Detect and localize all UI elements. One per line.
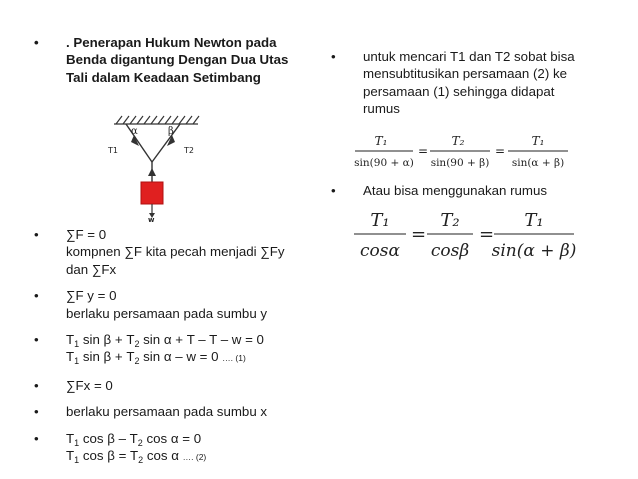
equals-sign: =	[495, 144, 506, 158]
formula-2	[338, 202, 578, 264]
equals-sign: =	[418, 144, 429, 158]
list-item	[331, 182, 631, 199]
ceiling	[114, 116, 199, 124]
formula-denominator: sin(α + β)	[491, 241, 577, 261]
bullet: •	[34, 377, 39, 393]
formula-numerator: T₂	[440, 210, 460, 231]
rope-arrow	[148, 168, 156, 176]
formula-denominator: cosβ	[430, 241, 470, 261]
formula-denominator: cosα	[360, 241, 400, 261]
right-list-2	[331, 182, 631, 199]
left-list	[34, 226, 324, 466]
bullet: •	[34, 288, 39, 304]
item-line: rumus	[363, 101, 400, 117]
item-line: persamaan (1) sehingga didapat	[363, 83, 555, 99]
formula-numerator: T₁	[524, 210, 544, 231]
bullet: •	[34, 35, 39, 50]
formula-1	[352, 130, 582, 174]
equals-sign: =	[411, 224, 427, 245]
formula-denominator: sin(α + β)	[511, 157, 565, 169]
formula-numerator: T₂	[451, 134, 465, 148]
item-line: dan ∑Fx	[66, 261, 117, 277]
list-item	[34, 377, 324, 394]
item-line: berlaku persamaan pada sumbu x	[66, 404, 268, 420]
item-line: berlaku persamaan pada sumbu y	[66, 305, 268, 321]
list-item	[34, 403, 324, 420]
item-line: mensubtitusikan persamaan (2) ke	[363, 66, 567, 82]
right-column	[331, 48, 631, 118]
list-item-title	[34, 34, 324, 86]
formula-denominator: sin(90 + α)	[354, 157, 414, 169]
formula-numerator: T₁	[531, 134, 545, 148]
equals-sign: =	[479, 224, 495, 245]
item-line: untuk mencari T1 dan T2 sobat bisa	[363, 49, 575, 64]
list-item	[34, 287, 324, 322]
hanging-block	[141, 182, 163, 204]
beta-label: β	[168, 126, 174, 137]
equation-line: $T_1$ $\sin \beta + T_2$ sin α + T – T – w = 0	[66, 332, 264, 350]
equation-number: …. (1)	[222, 353, 246, 364]
bullet: •	[34, 430, 39, 446]
equation-number: …. (2)	[182, 452, 207, 463]
equation-line: $T_1$ cos β – $T_2$ cos α = 0	[66, 430, 202, 448]
w-label: w	[148, 216, 155, 222]
list-item	[34, 226, 324, 278]
title-line: Tali dalam Keadaan Setimbang	[66, 69, 261, 85]
item-line: ∑F y = 0	[66, 288, 117, 304]
t2-label: T2	[184, 146, 194, 155]
item-line: ∑Fx = 0	[66, 377, 113, 393]
left-column	[34, 34, 324, 86]
formula-numerator: T₁	[374, 134, 388, 148]
bullet: •	[34, 227, 39, 242]
formula-denominator: sin(90 + β)	[430, 157, 490, 169]
list-item	[34, 430, 324, 467]
t1-label: T1	[108, 146, 118, 155]
bullet: •	[331, 49, 336, 64]
bullet: •	[331, 183, 336, 198]
equation-line: $T_1$ $\cos \beta = T_2$ cos α …. (2)	[66, 448, 207, 466]
alpha-label: α	[131, 126, 138, 137]
bullet: •	[34, 404, 39, 420]
item-line: ∑F = 0	[66, 227, 107, 242]
title-line: Benda digantung Dengan Dua Utas	[66, 52, 289, 68]
bullet: •	[34, 332, 39, 348]
list-item	[331, 48, 631, 118]
item-line: Atau bisa menggunakan rumus	[363, 183, 548, 198]
item-line: kompnen ∑F kita pecah menjadi ∑Fy	[66, 244, 285, 260]
equation-line: $T_1$ $\sin \beta + T_2$ sin α – w = 0 …. (1)	[66, 349, 246, 367]
formula-numerator: T₁	[370, 210, 390, 231]
hanging-mass-diagram	[106, 112, 206, 222]
list-item	[34, 331, 324, 368]
title-line: . Penerapan Hukum Newton pada	[66, 35, 277, 50]
